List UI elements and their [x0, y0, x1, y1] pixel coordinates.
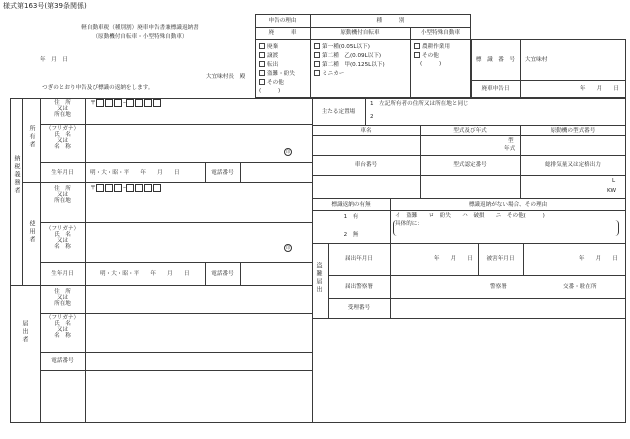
filer-phone-label: 電話番号: [51, 358, 74, 364]
reason-option-4[interactable]: 盗難・紛失: [259, 70, 295, 77]
report-date-value[interactable]: 年 月 日: [433, 256, 473, 262]
haisha-header: 廃 車: [268, 30, 297, 36]
user-address-input[interactable]: 〒 –: [90, 184, 162, 192]
moped-type-1[interactable]: 第一種(0.05L以下): [314, 43, 370, 50]
owner-name-label: （フリガナ） 氏 名 又は 名 称: [45, 126, 80, 151]
kogata-type-2[interactable]: その他: [414, 52, 439, 59]
kogata-header: 小型特殊自動車: [420, 30, 461, 36]
engine-model-label: 原動機の型式番号: [550, 128, 596, 134]
reason-header: 申告の理由: [268, 18, 297, 24]
user-birth-value[interactable]: 明・大・昭・平 年 月 日: [100, 271, 190, 277]
year-unit: 年式: [504, 146, 516, 152]
postal-mark: 〒: [90, 99, 97, 107]
damage-date-label: 被害年月日: [486, 256, 515, 262]
owner-address-label: 住 所 又は 所在地: [54, 100, 71, 119]
intro-text: つぎのとおり申告及び標識の返納をします。: [42, 85, 154, 91]
receipt-label: 受理番号: [347, 305, 371, 311]
owner-label: 所有者: [28, 125, 35, 149]
date-label: 年 月 日: [40, 57, 68, 63]
moped-type-3[interactable]: 第二種 甲(0.125L以下): [314, 61, 385, 68]
police-label: 警察署: [490, 284, 507, 290]
form-subtitle: （原動機付自転車・小型特殊自動車）: [92, 34, 188, 40]
form-number: 様式第163号(第39条関係): [3, 2, 87, 10]
filer-address-label: 住 所 又は 所在地: [54, 289, 71, 308]
return-detail[interactable]: 具体的に：: [395, 221, 423, 227]
checkbox-icon: [259, 43, 265, 49]
chassis-label: 車台番号: [354, 162, 378, 168]
user-name-label: （フリガナ） 氏 名 又は 名 称: [45, 226, 80, 251]
owner-address-input[interactable]: 〒 –: [90, 99, 162, 107]
owner-birth-label: 生年月日: [51, 170, 74, 176]
maker-label: 車名: [360, 128, 372, 134]
cert-label: 型式認定番号: [453, 162, 487, 168]
taxpayer-group-label: 納税義務者: [13, 155, 20, 195]
checkbox-icon: [314, 61, 320, 67]
haisha-date-value[interactable]: 年 月 日: [579, 86, 619, 92]
form-title: 軽自動車税（種別割）廃車申告書兼標識返納書: [81, 25, 199, 31]
checkbox-icon: [414, 52, 420, 58]
kogata-type-1[interactable]: 農耕作業用: [414, 43, 450, 50]
report-date-label: 届出年月日: [345, 256, 373, 262]
checkbox-icon: [314, 52, 320, 58]
model-unit: 型: [508, 138, 514, 144]
checkbox-icon: [314, 43, 320, 49]
moped-header: 原動機付自転車: [340, 30, 380, 36]
user-birth-label: 生年月日: [51, 271, 74, 277]
user-phone-label: 電話番号: [211, 271, 234, 277]
checkbox-icon: [259, 52, 265, 58]
return-no[interactable]: 2 無: [343, 232, 359, 238]
haisha-date-label: 廃車申告日: [481, 86, 510, 92]
theft-group-label: 盗難届出: [315, 262, 322, 294]
checkbox-icon: [414, 43, 420, 49]
addressee: 大宜味村長 殿: [206, 74, 246, 80]
storage-label: 主たる定置場: [321, 109, 356, 115]
return-yes[interactable]: 1 有: [343, 214, 359, 220]
moped-type-2[interactable]: 第二種 乙(0.09L以下): [314, 52, 381, 59]
owner-seal-mark: 印: [286, 149, 290, 154]
owner-birth-value[interactable]: 明・大・昭・平 年 月 日: [90, 170, 180, 176]
filer-name-label: （フリガナ） 氏 名 又は 名 称: [45, 315, 80, 340]
damage-date-value[interactable]: 年 月 日: [578, 256, 618, 262]
plate-label: 標 識 番 号: [475, 57, 516, 63]
reason-option-other[interactable]: ( ): [259, 88, 281, 94]
type-header: 種 別: [376, 18, 405, 24]
unit-kw: KW: [607, 188, 616, 194]
checkbox-icon: [259, 79, 265, 85]
reason-option-1[interactable]: 廃棄: [259, 43, 278, 50]
checkbox-icon: [314, 70, 320, 76]
plate-value[interactable]: 大宜味村: [525, 57, 548, 63]
storage-option-2[interactable]: 2: [370, 114, 374, 120]
owner-phone-label: 電話番号: [211, 170, 234, 176]
user-label: 使用者: [28, 220, 35, 244]
reason-option-5[interactable]: その他: [259, 79, 284, 86]
storage-option-1[interactable]: 1 左記所有者の住所又は所在地と同じ: [370, 101, 469, 107]
reason-option-3[interactable]: 転出: [259, 61, 278, 68]
return-presence-label: 標識返納の有無: [331, 202, 371, 208]
return-reason-label: 標識返納がない場合、その理由: [468, 202, 548, 208]
moped-type-4[interactable]: ミニカー: [314, 70, 344, 77]
user-seal-mark: 印: [286, 245, 290, 250]
police-office-label: 届出警察署: [345, 284, 373, 290]
cc-label: 総排気量又は定格出力: [545, 162, 601, 168]
kogata-type-other[interactable]: ( ): [420, 61, 442, 67]
filer-label: 届出者: [21, 320, 28, 344]
koban-label: 交番・駐在所: [563, 284, 597, 290]
unit-liter: L: [612, 178, 616, 184]
postal-mark: 〒: [90, 184, 97, 192]
checkbox-icon: [259, 61, 265, 67]
checkbox-icon: [259, 70, 265, 76]
reason-option-2[interactable]: 譲渡: [259, 52, 278, 59]
user-address-label: 住 所 又は 所在地: [54, 186, 71, 205]
return-reasons[interactable]: イ 盗難 ロ 紛失 ハ 破損 ニ その他( ): [395, 213, 545, 219]
model-label: 型式及び年式: [453, 128, 487, 134]
